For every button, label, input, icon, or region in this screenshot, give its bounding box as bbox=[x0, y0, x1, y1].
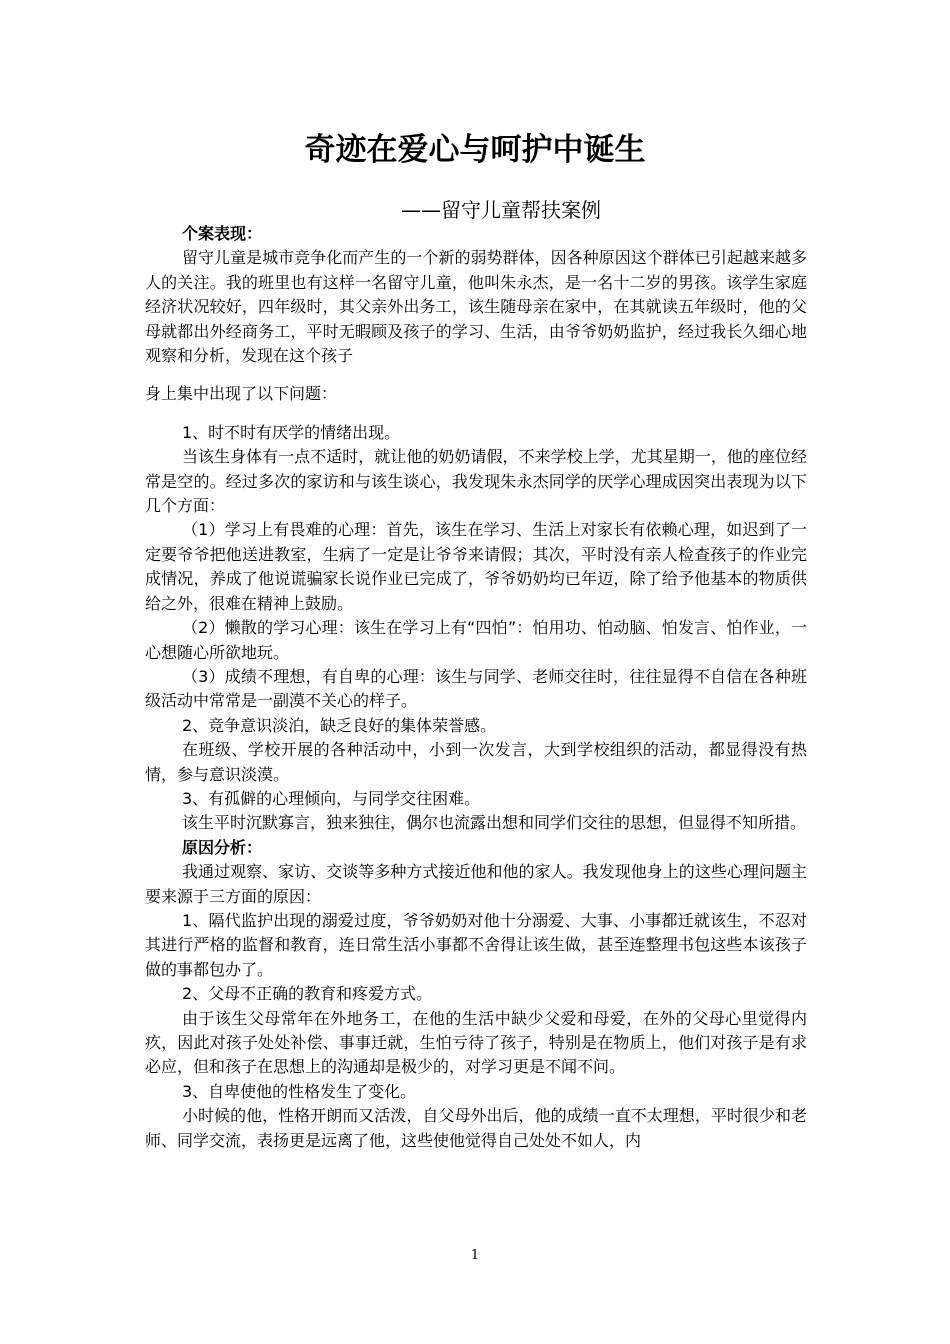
document-body bbox=[145, 222, 807, 1153]
list-item: 3、有孤僻的心理倾向，与同学交往困难。 bbox=[182, 788, 481, 808]
paragraph: 留守儿童是城市竞争化而产生的一个新的弱势群体，因各种原因这个群体已引起越来越多人的关注。我的班里也有这样一名留守儿童，他叫朱永杰，是一名十二岁的男孩。该学生家庭经济状况较好，四年级时，其父亲外出务工，该生随母亲在家中，在其就读五年级时，他的父母就都出外经商务工，平时无暇顾及孩子的学习、生活，由爷爷奶奶监护，经过我长久细心地观察和分析，发现在这个孩子 bbox=[145, 248, 807, 366]
list-item: 1、隔代监护出现的溺爱过度，爷爷奶奶对他十分溺爱、大事、小事都迁就该生，不忍对其进行严格的监督和教育，连日常生活小事都不舍得让该生做，甚至连整理书包这些本该孩子做的事都包办了。 bbox=[145, 910, 807, 979]
paragraph: 当该生身体有一点不适时，就让他的奶奶请假，不来学校上学，尤其星期一，他的座位经常是空的。经过多次的家访和与该生谈心，我发现朱永杰同学的厌学心理成因突出表现为以下几个方面： bbox=[145, 447, 807, 516]
paragraph: 我通过观察、家访、交谈等多种方式接近他和他的家人。我发现他身上的这些心理问题主要来源于三方面的原因： bbox=[145, 862, 807, 906]
paragraph: 身上集中出现了以下问题： bbox=[145, 384, 338, 404]
paragraph: 由于该生父母常年在外地务工，在他的生活中缺少父爱和母爱，在外的父母心里觉得内疚，因此对孩子处处补偿、事事迁就，生怕亏待了孩子，特别是在物质上，他们对孩子是有求必应，但和孩子在思想上的沟通却是极少的，对学习更是不闻不问。 bbox=[145, 1008, 807, 1077]
section-heading-analysis: 原因分析： bbox=[182, 837, 263, 857]
list-item: 2、竞争意识淡泊，缺乏良好的集体荣誉感。 bbox=[182, 715, 497, 735]
paragraph: （2）懒散的学习心理：该生在学习上有“四怕”：怕用功、怕动脑、怕发言、怕作业，一心想随心所欲地玩。 bbox=[145, 618, 807, 662]
document-subtitle: ——留守儿童帮扶案例 bbox=[401, 198, 601, 222]
paragraph: 小时候的他，性格开朗而又活泼，自父母外出后，他的成绩一直不太理想，平时很少和老师、同学交流，表扬更是远离了他，这些使他觉得自己处处不如人，内 bbox=[145, 1106, 807, 1150]
section-heading-case: 个案表现： bbox=[182, 224, 263, 243]
list-item: 2、父母不正确的教育和疼爱方式。 bbox=[182, 984, 433, 1004]
paragraph: 该生平时沉默寡言，独来独往，偶尔也流露出想和同学们交往的思想，但显得不知所措。 bbox=[182, 813, 807, 833]
page-number: 1 bbox=[470, 1248, 480, 1263]
paragraph: （3）成绩不理想，有自卑的心理：该生与同学、老师交往时，往往显得不自信在各种班级活动中常常是一副漠不关心的样子。 bbox=[145, 666, 807, 711]
document-title: 奇迹在爱心与呵护中诞生 bbox=[304, 132, 646, 168]
paragraph: 在班级、学校开展的各种活动中，小到一次发言，大到学校组织的活动，都显得没有热情，参与意识淡漠。 bbox=[145, 740, 807, 784]
paragraph: （1）学习上有畏难的心理：首先，该生在学习、生活上对家长有依赖心理，如迟到了一定要爷爷把他送进教室，生病了一定是让爷爷来请假；其次，平时没有亲人检查孩子的作业完成情况，养成了他说谎骗家长说作业已完成了，爷爷奶奶均已年迈，除了给予他基本的物质供给之外，很难在精神上鼓励。 bbox=[145, 520, 807, 613]
list-item: 3、自卑使他的性格发生了变化。 bbox=[182, 1081, 417, 1101]
list-item: 1、时不时有厌学的情绪出现。 bbox=[182, 422, 401, 442]
